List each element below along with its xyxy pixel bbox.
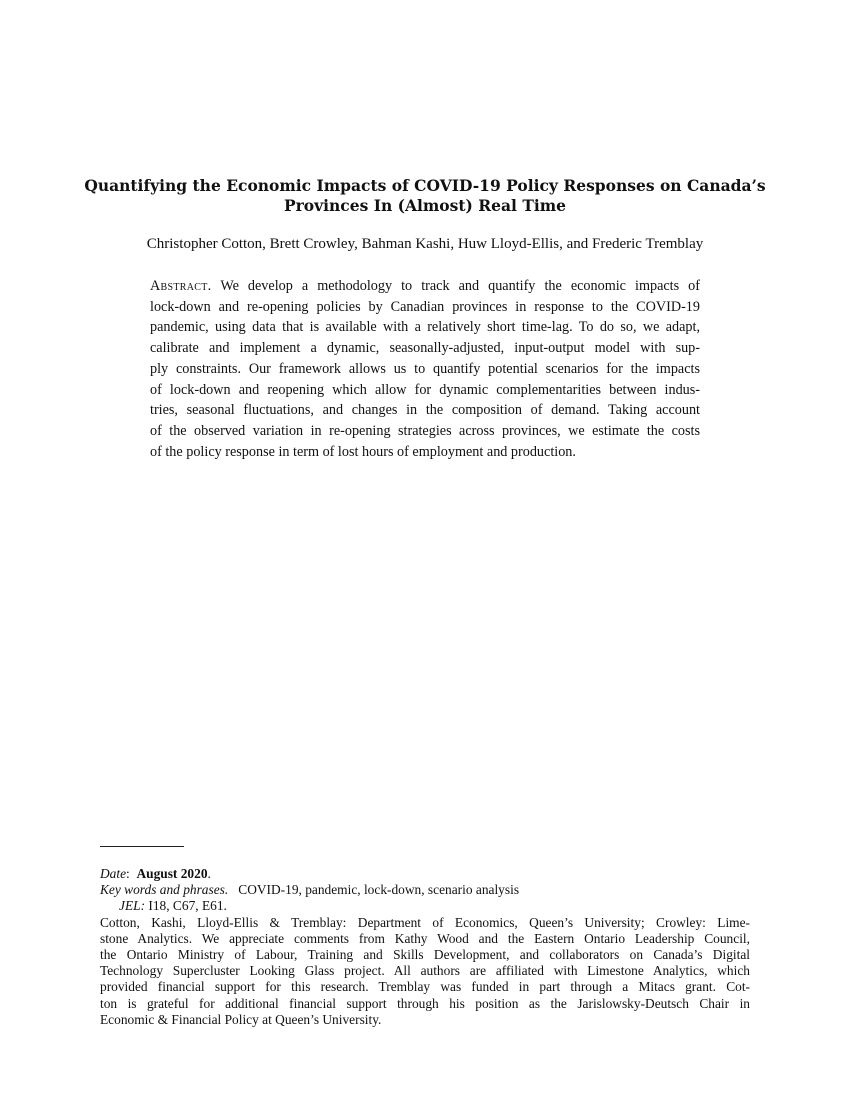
footnote-jel <box>100 898 750 914</box>
abstract <box>150 276 700 462</box>
abstract-text: We develop a methodology to track and quantify the economic impacts of <box>220 278 700 294</box>
affiliation-line: provided financial support for this research. Tremblay was funded in part through a Mitacs grant. Cot- <box>100 979 750 995</box>
footnotes <box>100 866 750 1028</box>
affiliation-line: stone Analytics. We appreciate comments from Kathy Wood and the Eastern Ontario Leadership Council, <box>100 930 750 946</box>
abstract-line <box>150 276 700 297</box>
abstract-line: tries, seasonal fluctuations, and changes in the composition of demand. Taking account <box>150 402 700 419</box>
paper-title-line-2: Provinces In (Almost) Real Time <box>283 196 567 215</box>
date-value: August 2020 <box>136 866 208 881</box>
abstract-line: lock-down and re-opening policies by Canadian provinces in response to the COVID-19 <box>150 298 700 315</box>
affiliation-line: ton is grateful for additional financial support through his position as the Jarislowsky-Deutsch Chair in <box>100 995 750 1011</box>
keywords-label: Key words and phrases. <box>100 882 229 898</box>
abstract-line: of the observed variation in re-opening strategies across provinces, we estimate the costs <box>150 422 700 439</box>
author-list: Christopher Cotton, Brett Crowley, Bahman Kashi, Huw Lloyd-Ellis, and Frederic Tremblay <box>146 236 704 252</box>
footnote-keywords <box>100 882 750 898</box>
affiliation-line: Economic & Financial Policy at Queen’s University. <box>100 1011 382 1027</box>
paper-title-line-1: Quantifying the Economic Impacts of COVID-19 Policy Responses on Canada’s <box>84 176 766 195</box>
paper-title <box>60 176 790 216</box>
date-label: Date <box>100 866 127 881</box>
footnote-affiliations <box>100 915 750 1028</box>
abstract-line: of lock-down and reopening which allow for dynamic complementarities between indus- <box>150 381 700 398</box>
abstract-line: calibrate and implement a dynamic, seasonally-adjusted, input-output model with sup- <box>150 340 700 357</box>
jel-label: JEL: <box>119 898 146 914</box>
jel-value: I18, C67, E61. <box>148 898 227 914</box>
footnote-date: Date: August 2020. <box>100 866 211 881</box>
abstract-line: of the policy response in term of lost hours of employment and production. <box>150 443 576 460</box>
abstract-line: ply constraints. Our framework allows us to quantify potential scenarios for the impacts <box>150 360 700 377</box>
keywords-value: COVID-19, pandemic, lock-down, scenario analysis <box>238 882 520 898</box>
affiliation-line: Cotton, Kashi, Lloyd-Ellis & Tremblay: Department of Economics, Queen’s University; Crowley: Lime- <box>100 914 750 930</box>
affiliation-line: the Ontario Ministry of Labour, Training and Skills Development, and collaborators on Canada’s Digital <box>100 947 750 963</box>
footnote-rule <box>100 846 184 847</box>
abstract-line: pandemic, using data that is available with a relatively short time-lag. To do so, we adapt, <box>150 319 700 336</box>
affiliation-line: Technology Supercluster Looking Glass project. All authors are affiliated with Limestone Analytics, which <box>100 963 750 979</box>
abstract-heading: Abstract. <box>150 278 212 294</box>
